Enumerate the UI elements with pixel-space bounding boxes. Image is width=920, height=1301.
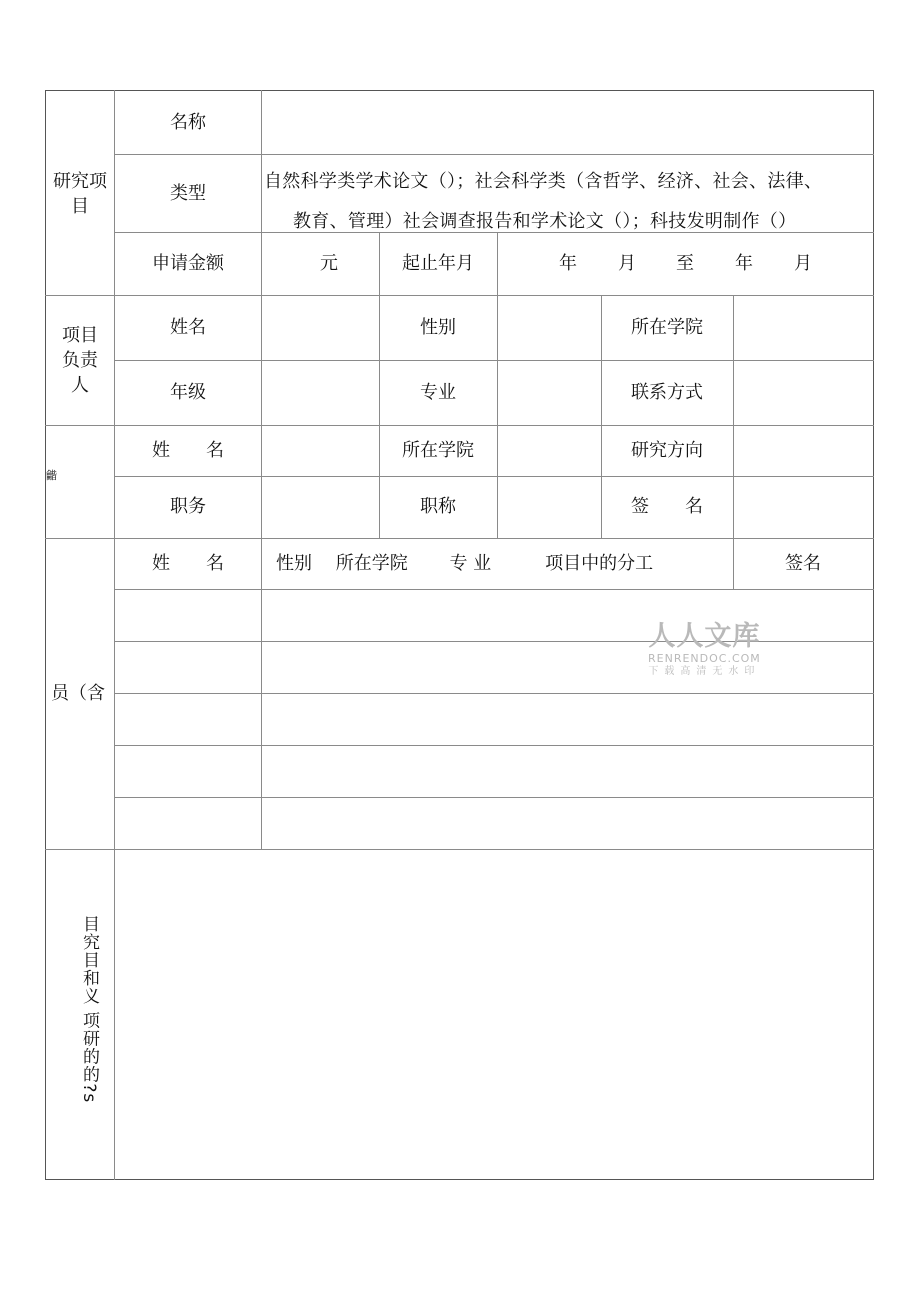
leader-name-label: 姓名	[170, 317, 206, 338]
row-divider	[114, 154, 874, 155]
member-signature-header: 签名	[785, 553, 821, 574]
row-divider	[45, 425, 874, 426]
watermark-logo: 人人文库	[648, 621, 761, 652]
member-name-header: 姓 名	[152, 553, 224, 574]
column-divider	[497, 232, 498, 538]
advisor-name-label: 姓 名	[152, 440, 224, 461]
row-divider	[114, 476, 874, 477]
advisor-direction-label: 研究方向	[631, 440, 703, 461]
row-divider	[45, 538, 874, 539]
start-month: 月	[618, 253, 636, 274]
section-members: 员（含	[51, 683, 105, 704]
leader-contact-label: 联系方式	[631, 382, 703, 403]
member-fields-header: 性别 所在学院 专 业 项目中的分工	[276, 553, 654, 574]
advisor-title-label: 职称	[420, 496, 456, 517]
leader-grade-label: 年级	[170, 382, 206, 403]
advisor-position-label: 职务	[170, 496, 206, 517]
start-year: 年	[559, 253, 577, 274]
row-divider	[114, 589, 874, 590]
row-divider	[114, 693, 874, 694]
column-divider	[601, 295, 602, 538]
leader-major-label: 专业	[420, 382, 456, 403]
section-project-leader: 项目负责人	[62, 325, 98, 396]
row-divider	[114, 797, 874, 798]
advisor-signature-label: 签 名	[631, 496, 703, 517]
row-divider	[114, 745, 874, 746]
watermark-url: RENRENDOC.COM	[648, 652, 761, 665]
leader-college-label: 所在学院	[631, 317, 703, 338]
section-research-project: 研究项目	[53, 171, 107, 217]
amount-label: 申请金额	[152, 253, 224, 274]
column-divider	[261, 90, 262, 849]
type-label: 类型	[170, 183, 206, 204]
column-divider	[114, 90, 115, 1180]
end-month: 月	[794, 253, 812, 274]
watermark-tagline: 下载高清无水印	[648, 666, 761, 677]
row-divider	[114, 360, 874, 361]
period-label: 起止年月	[402, 253, 474, 274]
column-divider	[733, 295, 734, 589]
column-divider	[379, 232, 380, 538]
amount-unit: 元	[320, 253, 338, 274]
type-options-line2: 教育、管理）社会调查报告和学术论文（）；科技发明制作（）	[293, 211, 797, 232]
section-purpose: 目究目和义 项研的的?s	[79, 915, 99, 1104]
row-divider	[45, 295, 874, 296]
date-to: 至	[676, 253, 694, 274]
name-label: 名称	[170, 112, 206, 133]
leader-gender-label: 性别	[420, 317, 456, 338]
watermark	[648, 622, 761, 678]
end-year: 年	[735, 253, 753, 274]
row-divider	[45, 849, 874, 850]
type-options-line1: 自然科学类学术论文（）；社会科学类（含哲学、经济、社会、法律、	[264, 171, 823, 192]
section-advisor: 龤	[46, 469, 57, 482]
name-field[interactable]	[262, 91, 873, 154]
advisor-college-label: 所在学院	[402, 440, 474, 461]
